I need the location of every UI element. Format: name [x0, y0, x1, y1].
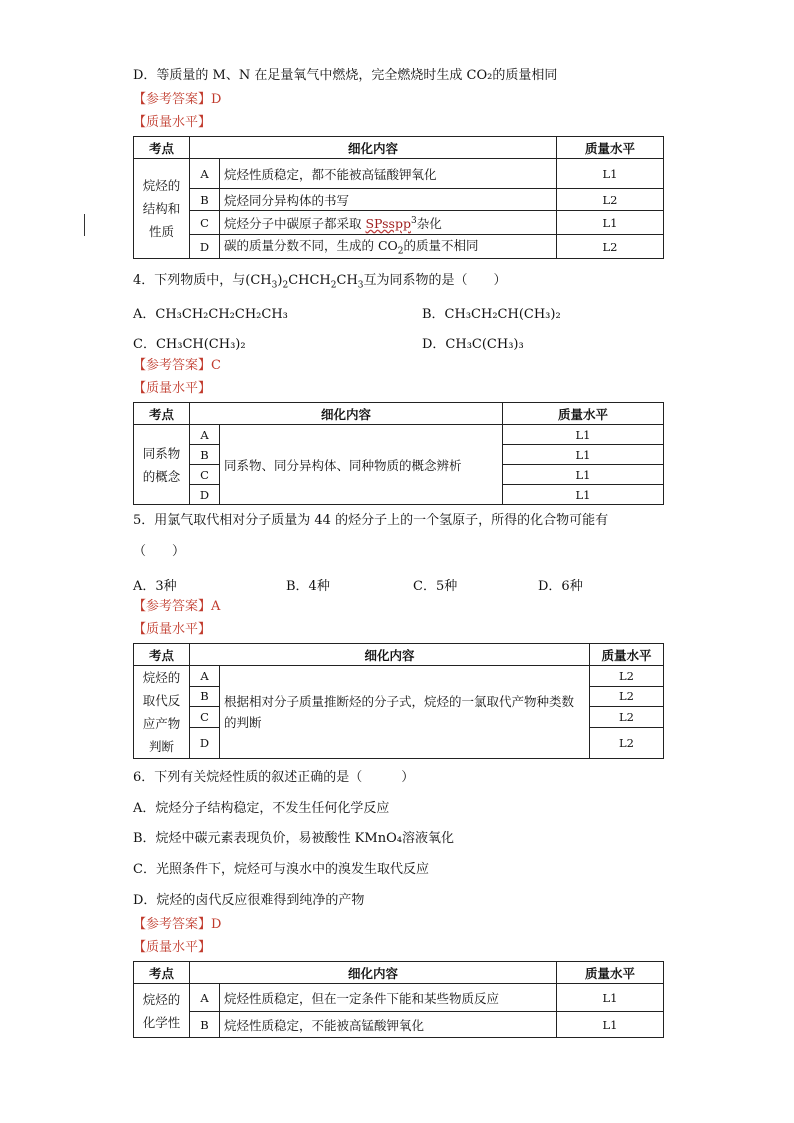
content-cell: 烷烃性质稳定，不能被高锰酸钾氧化: [220, 1012, 557, 1038]
level-cell: L2: [557, 235, 664, 259]
q4-stem: 4．下列物质中，与$(CH_3)_2CHCH_2CH_3$互为同系物的是（ ）: [133, 273, 507, 291]
kaodian-line: 应产物: [142, 716, 181, 731]
q6-option-d: D．烷烃的卤代反应很难得到纯净的产物: [133, 893, 365, 908]
q4-answer: 【参考答案】C: [133, 358, 221, 373]
level-cell: L1: [503, 425, 664, 445]
option-cell: C: [190, 211, 220, 235]
header-level: 质量水平: [590, 644, 664, 666]
kaodian-cell: [134, 159, 190, 259]
q5-stem-cont: （ ）: [133, 544, 186, 559]
content-cell: 同系物、同分异构体、同种物质的概念辨析: [220, 425, 503, 505]
q3-option-d: D．等质量的 M、N 在足量氧气中燃烧，完全燃烧时生成 CO₂的质量相同: [133, 68, 558, 83]
kaodian-line: 烷烃的: [142, 670, 181, 685]
header-content: 细化内容: [190, 403, 503, 425]
header-content: 细化内容: [190, 137, 557, 159]
content-cell: 烷烃性质稳定，都不能被高锰酸钾氧化: [220, 159, 557, 189]
header-content: 细化内容: [190, 644, 590, 666]
kaodian-line: 同系物: [142, 445, 181, 461]
q5-option-b: B．4种: [286, 579, 330, 594]
option-cell: A: [190, 984, 220, 1012]
q3-quality-table: [133, 136, 664, 259]
q4-option-d: D．CH₃C(CH₃)₃: [422, 337, 524, 352]
option-cell: A: [190, 425, 220, 445]
q5-stem: 5．用氯气取代相对分子质量为 44 的烃分子上的一个氢原子，所得的化合物可能有: [133, 513, 609, 528]
q6-stem: 6．下列有关烷烃性质的叙述正确的是（ ）: [133, 770, 415, 785]
level-cell: L2: [590, 727, 664, 758]
q4-quality-table: [133, 402, 664, 505]
q5-option-a: A．3种: [133, 579, 177, 594]
option-cell: B: [190, 686, 220, 707]
q5-answer: 【参考答案】A: [133, 599, 221, 614]
q6-option-c: C．光照条件下，烷烃可与溴水中的溴发生取代反应: [133, 862, 429, 877]
level-cell: L1: [557, 984, 664, 1012]
q6-option-b: B．烷烃中碳元素表现负价，易被酸性 KMnO₄溶液氧化: [133, 831, 454, 846]
kaodian-cell: [134, 666, 190, 759]
q5-option-c: C．5种: [413, 579, 458, 594]
level-cell: L2: [590, 707, 664, 728]
option-cell: D: [190, 485, 220, 505]
level-cell: L1: [557, 159, 664, 189]
option-cell: B: [190, 1012, 220, 1038]
spelling-mark: SPsspp: [365, 215, 411, 231]
content-cell: 烷烃同分异构体的书写: [220, 189, 557, 211]
kaodian-line: 的概念: [142, 468, 181, 484]
content-cell: 烷烃分子中碳原子都采取 SPsspp$^3$杂化: [220, 211, 557, 235]
header-kaodian: 考点: [134, 962, 190, 984]
option-cell: B: [190, 445, 220, 465]
q6-answer: 【参考答案】D: [133, 917, 222, 932]
kaodian-line: 烷烃的: [142, 991, 181, 1007]
q4-quality-label: 【质量水平】: [133, 381, 212, 396]
kaodian-cell: [134, 984, 190, 1038]
q3-quality-label: 【质量水平】: [133, 115, 212, 130]
level-cell: L1: [557, 1012, 664, 1038]
q6-option-a: A．烷烃分子结构稳定，不发生任何化学反应: [133, 801, 390, 816]
kaodian-line: 取代反: [142, 693, 181, 708]
level-cell: L1: [557, 211, 664, 235]
level-cell: L2: [590, 666, 664, 687]
option-cell: C: [190, 707, 220, 728]
content-cell: 碳的质量分数不同，生成的 $CO_2$的质量不相同: [220, 235, 557, 259]
q6-quality-label: 【质量水平】: [133, 940, 212, 955]
q5-quality-label: 【质量水平】: [133, 622, 212, 637]
header-level: 质量水平: [557, 137, 664, 159]
level-cell: L1: [503, 465, 664, 485]
option-cell: A: [190, 159, 220, 189]
kaodian-line: 化学性: [142, 1014, 181, 1030]
q4-option-c: C．CH₃CH(CH₃)₂: [133, 337, 246, 352]
option-cell: D: [190, 235, 220, 259]
q4-option-b: B．CH₃CH₂CH(CH₃)₂: [422, 307, 561, 322]
header-kaodian: 考点: [134, 403, 190, 425]
option-cell: B: [190, 189, 220, 211]
header-level: 质量水平: [503, 403, 664, 425]
kaodian-cell: [134, 425, 190, 505]
option-cell: A: [190, 666, 220, 687]
header-content: 细化内容: [190, 962, 557, 984]
kaodian-line: 结构和: [142, 201, 181, 216]
level-cell: L1: [503, 445, 664, 465]
kaodian-line: 判断: [148, 739, 174, 754]
level-cell: L1: [503, 485, 664, 505]
q6-quality-table: [133, 961, 664, 1038]
q5-option-d: D．6种: [538, 579, 583, 594]
option-cell: C: [190, 465, 220, 485]
q4-option-a: A．CH₃CH₂CH₂CH₂CH₃: [133, 307, 288, 322]
level-cell: L2: [590, 686, 664, 707]
header-kaodian: 考点: [134, 137, 190, 159]
level-cell: L2: [557, 189, 664, 211]
option-cell: D: [190, 727, 220, 758]
header-level: 质量水平: [557, 962, 664, 984]
content-cell: 烷烃性质稳定，但在一定条件下能和某些物质反应: [220, 984, 557, 1012]
text-cursor: [84, 214, 85, 236]
kaodian-line: 烷烃的: [142, 178, 181, 193]
q3-answer: 【参考答案】D: [133, 92, 222, 107]
content-cell: 根据相对分子质量推断烃的分子式，烷烃的一氯取代产物种类数的判断: [220, 666, 590, 759]
header-kaodian: 考点: [134, 644, 190, 666]
q5-quality-table: [133, 643, 664, 759]
kaodian-line: 性质: [148, 224, 174, 239]
